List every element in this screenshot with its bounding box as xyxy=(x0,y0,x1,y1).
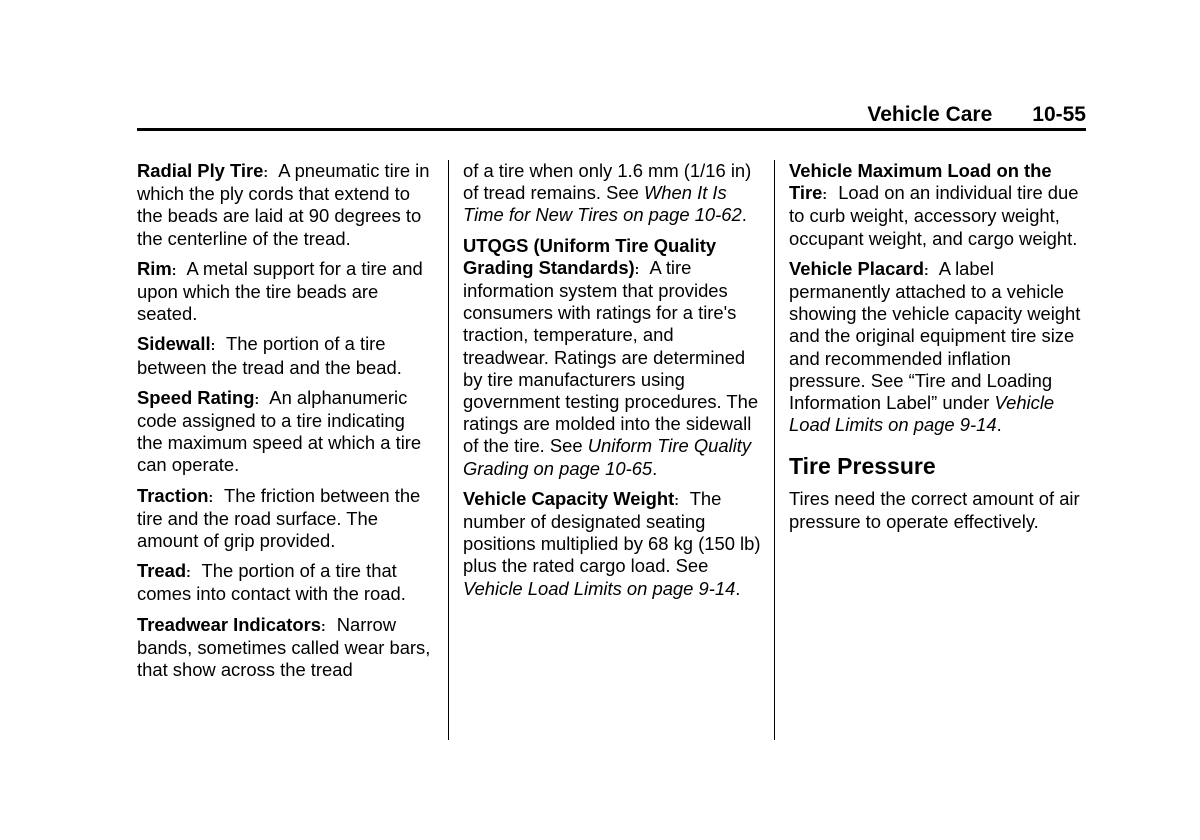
definition-text: Narrow bands, sometimes called wear bars, that show across the tread xyxy=(137,613,431,681)
term-colon: : xyxy=(923,261,929,278)
term: Vehicle Placard xyxy=(789,257,924,279)
term: Vehicle Maximum Load on the Tire xyxy=(789,160,1052,204)
paragraph-tire-pressure: Tires need the correct amount of air pressure to operate effectively. xyxy=(789,488,1080,532)
term: Tread xyxy=(137,560,187,582)
definition-text: A metal support for a tire and upon which the tire beads are seated. xyxy=(137,257,423,325)
column-1 xyxy=(137,160,435,689)
period: . xyxy=(652,457,658,479)
header-rule xyxy=(137,128,1086,131)
term-colon: : xyxy=(186,564,191,581)
term: Radial Ply Tire xyxy=(137,160,264,181)
term-colon: : xyxy=(254,390,260,407)
definition-continuation xyxy=(463,160,761,227)
period: . xyxy=(996,414,1002,436)
definition-utqgs xyxy=(463,235,761,480)
definition-tread xyxy=(137,560,435,605)
cross-reference[interactable]: Vehicle Load Limits on page 9-14 xyxy=(463,577,736,599)
cross-reference[interactable]: Vehicle Load Limits on page 9-14 xyxy=(789,392,1055,436)
definition-text: A pneumatic tire in which the ply cords that extend to the beads are laid at 90 degrees to the centerline of the tread. xyxy=(137,160,430,249)
definition-rim xyxy=(137,258,435,326)
term: UTQGS (Uniform Tire Quality Grading Standards) xyxy=(463,234,717,278)
page-number: 10-55 xyxy=(1032,103,1086,126)
definition-text: A label permanently attached to a vehicle showing the vehicle capacity weight and the original equipment tire size and recommended inflation pressure. See “Tire and Loading Information Label” under xyxy=(789,257,1081,414)
definition-text: Load on an individual tire due to curb weight, accessory weight, occupant weight, and cargo weight. xyxy=(789,182,1079,249)
definition-text: A tire information system that provides consumers with ratings for a tire's traction, temperature, and treadwear. Ratings are determined by tire manufacturers using government testing procedures. The ratings are molded into the sidewall of the tire. See xyxy=(463,256,759,457)
term-colon: : xyxy=(208,488,214,505)
definition-traction xyxy=(137,485,435,553)
definition-sidewall xyxy=(137,333,435,378)
definition-text: An alphanumeric code assigned to a tire indicating the maximum speed at which a tire can operate. xyxy=(137,386,422,476)
term-colon: : xyxy=(263,164,269,180)
column-divider-1 xyxy=(448,160,449,740)
cross-reference[interactable]: When It Is Time for New Tires on page 10-62 xyxy=(463,182,742,226)
term: Treadwear Indicators xyxy=(137,613,321,635)
section-heading-tire-pressure: Tire Pressure xyxy=(789,453,936,480)
term: Vehicle Capacity Weight xyxy=(463,487,675,509)
term: Traction xyxy=(137,484,209,506)
term-colon: : xyxy=(171,261,177,278)
page-header xyxy=(137,101,1086,129)
definition-treadwear-indicators xyxy=(137,614,435,682)
column-divider-2 xyxy=(774,160,775,740)
period: . xyxy=(735,577,741,599)
definition-text: The portion of a tire that comes into contact with the road. xyxy=(137,560,406,605)
definition-vehicle-maximum-load xyxy=(789,160,1089,250)
definition-text: The friction between the tire and the road surface. The amount of grip provided. xyxy=(137,484,421,552)
definition-vehicle-capacity-weight xyxy=(463,488,761,600)
period: . xyxy=(741,204,747,226)
column-2 xyxy=(463,160,761,608)
section-title: Vehicle Care xyxy=(867,103,993,126)
column-3 xyxy=(789,160,1089,541)
definition-text: of a tire when only 1.6 mm (1/16 in) of tread remains. See xyxy=(463,160,752,204)
term-colon: : xyxy=(822,186,828,203)
definition-vehicle-placard xyxy=(789,258,1089,437)
term-colon: : xyxy=(634,260,640,277)
cross-reference[interactable]: Uniform Tire Quality Grading on page 10-65 xyxy=(463,435,752,479)
definition-text: The portion of a tire between the tread and the bead. xyxy=(137,333,402,378)
term: Sidewall xyxy=(137,333,211,355)
definition-speed-rating xyxy=(137,387,435,477)
term: Rim xyxy=(137,257,172,279)
definition-text: The number of designated seating positions multiplied by 68 kg (150 lb) plus the rated cargo load. See xyxy=(463,487,761,577)
term-colon: : xyxy=(674,491,679,508)
term-colon: : xyxy=(210,337,216,354)
term-colon: : xyxy=(320,617,326,634)
term: Speed Rating xyxy=(137,386,255,408)
definition-radial-ply-tire xyxy=(137,160,435,250)
